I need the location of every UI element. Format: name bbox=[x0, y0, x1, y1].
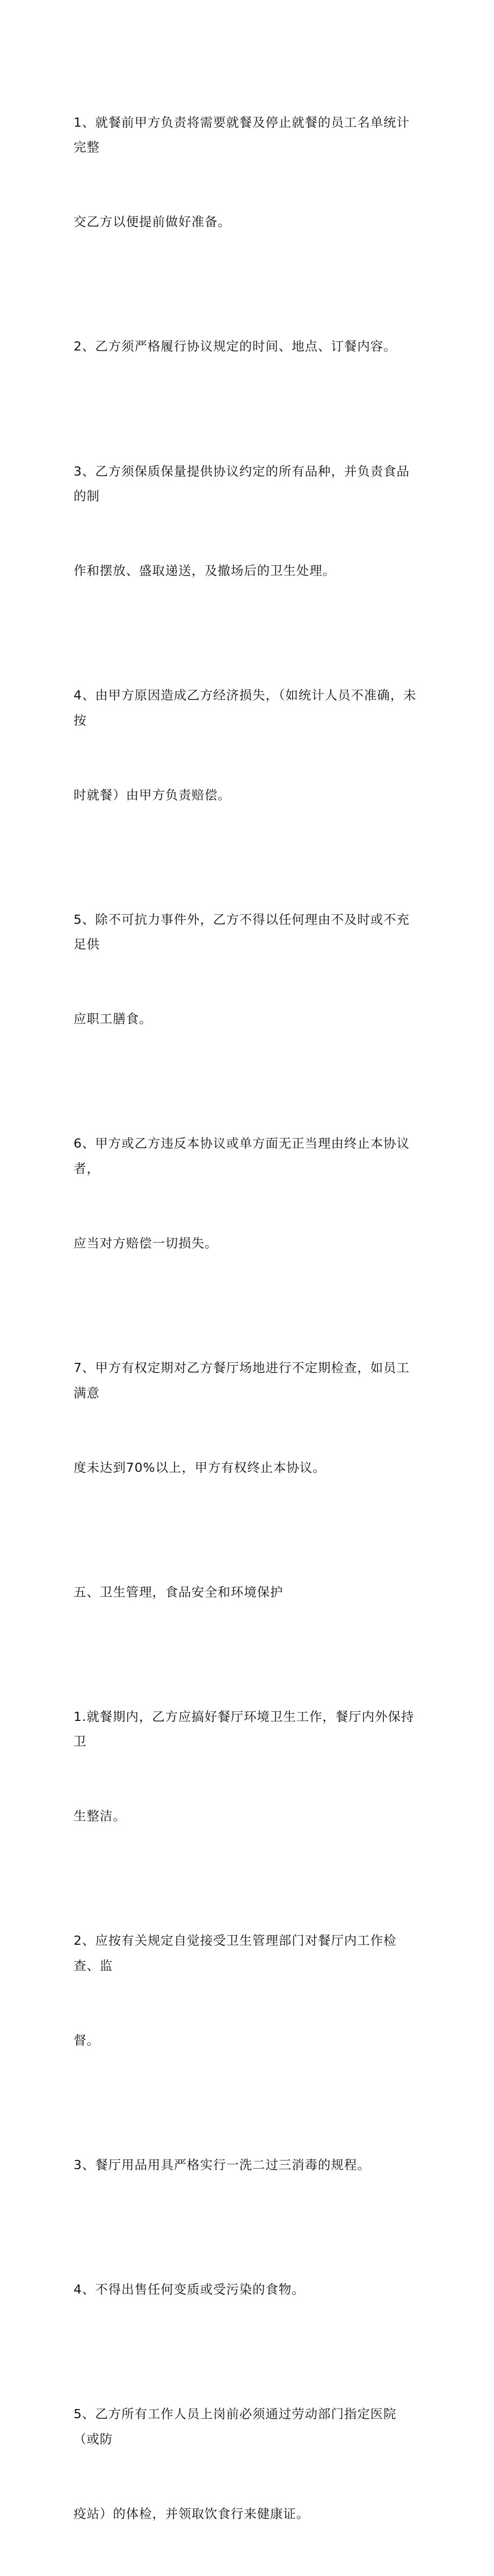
hygiene-clause-1-line-2: 生整洁。 bbox=[74, 1808, 126, 1824]
hygiene-clause-1-line-1: 1.就餐期内，乙方应搞好餐厅环境卫生工作，餐厅内外保持卫 bbox=[74, 1709, 415, 1749]
hygiene-clause-4-line-1: 4、不得出售任何变质或受污染的食物。 bbox=[74, 2282, 305, 2297]
hygiene-clause-2-line-2: 督。 bbox=[74, 2033, 100, 2048]
hygiene-clause-1 bbox=[74, 1654, 423, 1879]
clause-5-line-1: 5、除不可抗力事件外，乙方不得以任何理由不及时或不充足供 bbox=[74, 911, 410, 952]
hygiene-clause-5 bbox=[74, 2352, 423, 2576]
clause-1-line-1: 1、就餐前甲方负责将需要就餐及停止就餐的员工名单统计完整 bbox=[74, 114, 410, 155]
section-heading-5 bbox=[74, 1530, 423, 1654]
clause-7-line-1: 7、甲方有权定期对乙方餐厅场地进行不定期检查，如员工满意 bbox=[74, 1360, 410, 1400]
clause-4-line-1: 4、由甲方原因造成乙方经济损失，（如统计人员不准确，未按 bbox=[74, 688, 417, 728]
hygiene-clause-3-line-1: 3、餐厅用品用具严格实行一洗二过三消毒的规程。 bbox=[74, 2157, 370, 2173]
hygiene-clause-3 bbox=[74, 2103, 423, 2227]
clause-2-line-1: 2、乙方须严格履行协议规定的时间、地点、订餐内容。 bbox=[74, 339, 397, 354]
clause-1 bbox=[74, 60, 423, 284]
document-body bbox=[74, 60, 423, 2576]
hygiene-clause-2 bbox=[74, 1879, 423, 2103]
clause-5-line-2: 应职工膳食。 bbox=[74, 1011, 152, 1027]
clause-1-line-2: 交乙方以便提前做好准备。 bbox=[74, 214, 231, 230]
clause-7 bbox=[74, 1305, 423, 1530]
clause-3 bbox=[74, 409, 423, 633]
clause-4 bbox=[74, 633, 423, 857]
clause-2 bbox=[74, 284, 423, 409]
hygiene-clause-5-line-1: 5、乙方所有工作人员上岗前必须通过劳动部门指定医院（或防 bbox=[74, 2406, 397, 2447]
clause-6-line-1: 6、甲方或乙方违反本协议或单方面无正当理由终止本协议者， bbox=[74, 1136, 410, 1176]
clause-7-line-2: 度未达到70%以上，甲方有权终止本协议。 bbox=[74, 1460, 326, 1475]
hygiene-clause-2-line-1: 2、应按有关规定自觉接受卫生管理部门对餐厅内工作检查、监 bbox=[74, 1933, 397, 1973]
clause-4-line-2: 时就餐）由甲方负责赔偿。 bbox=[74, 787, 231, 802]
clause-5 bbox=[74, 857, 423, 1082]
section-heading-5-text: 五、卫生管理，食品安全和环境保护 bbox=[74, 1584, 284, 1600]
hygiene-clause-4 bbox=[74, 2227, 423, 2352]
clause-6-line-2: 应当对方赔偿一切损失。 bbox=[74, 1236, 218, 1251]
clause-6 bbox=[74, 1082, 423, 1306]
clause-3-line-2: 作和摆放、盛取递送，及撤场后的卫生处理。 bbox=[74, 563, 336, 579]
hygiene-clause-5-line-2: 疫站）的体检，并领取饮食行来健康证。 bbox=[74, 2506, 310, 2521]
clause-3-line-1: 3、乙方须保质保量提供协议约定的所有品种，并负责食品的制 bbox=[74, 463, 410, 503]
